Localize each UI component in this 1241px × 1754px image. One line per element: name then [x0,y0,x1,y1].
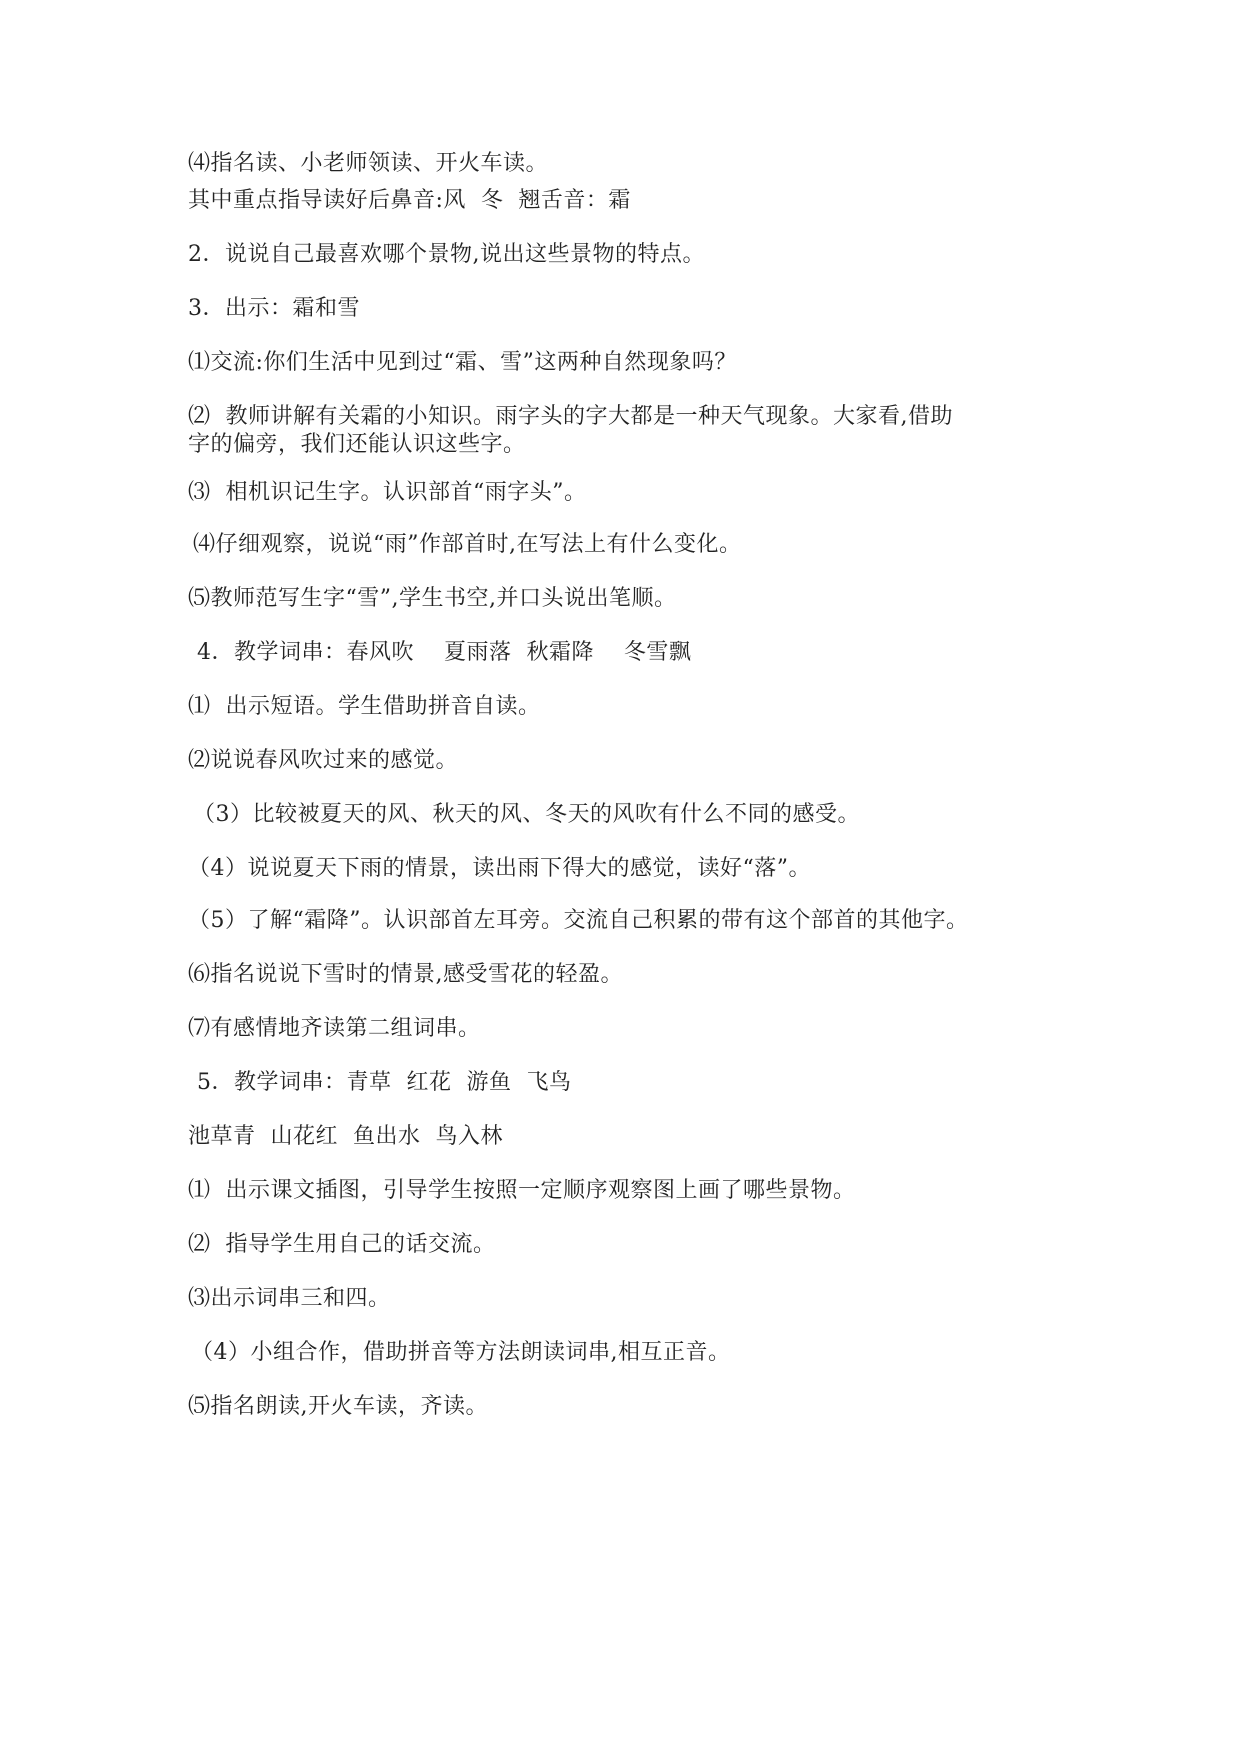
text-line: ⑶出示词串三和四。 [188,1286,391,1311]
text-line: （3）比较被夏天的风、秋天的风、冬天的风吹有什么不同的感受。 [193,802,860,827]
text-line: ⑴交流:你们生活中见到过“霜、雪”这两种自然现象吗？ [188,350,737,375]
text-line: 4．教学词串：春风吹 夏雨落 秋霜降 冬雪飘 [197,640,692,665]
text-line: ⑵说说春风吹过来的感觉。 [188,748,459,773]
text-line: ⑴ 出示课文插图，引导学生按照一定顺序观察图上画了哪些景物。 [188,1178,856,1203]
text-line: ⑶ 相机识记生字。认识部首“雨字头”。 [188,480,587,505]
text-line: （4）说说夏天下雨的情景，读出雨下得大的感觉，读好“落”。 [188,856,811,881]
text-line: （4）小组合作，借助拼音等方法朗读词串,相互正音。 [191,1340,731,1365]
text-line: 3．出示：霜和雪 [188,296,360,321]
text-line: ⑹指名说说下雪时的情景,感受雪花的轻盈。 [188,962,623,987]
text-line: ⑵ 指导学生用自己的话交流。 [188,1232,496,1257]
text-line: ⑵ 教师讲解有关霜的小知识。雨字头的字大都是一种天气现象。大家看,借助 [188,404,953,429]
text-line: 字的偏旁，我们还能认识这些字。 [188,432,526,457]
text-line: 池草青 山花红 鱼出水 鸟入林 [188,1124,503,1149]
text-line: ⑸指名朗读,开火车读，齐读。 [188,1394,488,1419]
text-line: ⑺有感情地齐读第二组词串。 [188,1016,481,1041]
text-line: 2．说说自己最喜欢哪个景物,说出这些景物的特点。 [188,242,705,267]
text-line: ⑷指名读、小老师领读、开火车读。 [188,151,549,176]
text-line: ⑷仔细观察，说说“雨”作部首时,在写法上有什么变化。 [193,532,742,557]
text-line: 其中重点指导读好后鼻音:风 冬 翘舌音：霜 [188,188,631,213]
text-line: （5）了解“霜降”。认识部首左耳旁。交流自己积累的带有这个部首的其他字。 [188,908,969,933]
text-line: 5．教学词串：青草 红花 游鱼 飞鸟 [197,1070,572,1095]
text-line: ⑸教师范写生字“雪”,学生书空,并口头说出笔顺。 [188,586,677,611]
text-line: ⑴ 出示短语。学生借助拼音自读。 [188,694,541,719]
